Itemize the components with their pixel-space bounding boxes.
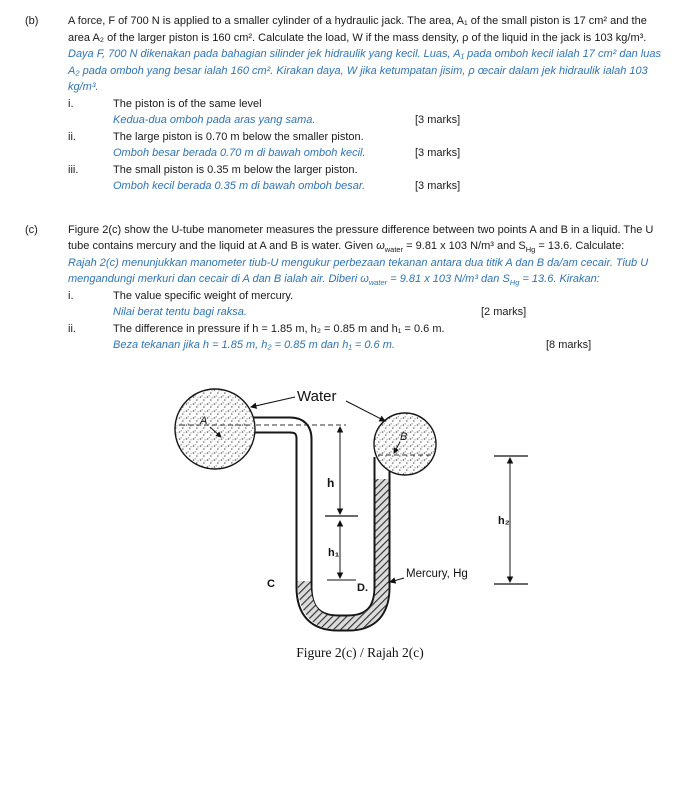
reservoir-a-circle [175,389,255,469]
point-d-label: D. [357,581,368,594]
marks-badge: [3 marks] [415,147,461,159]
water-arrow-left-icon [251,397,295,407]
omega-symbol: ω [360,273,369,285]
question-b-text-en: A force, F of 700 N is applied to a smaller cylinder of a hydraulic jack. The area, A₁ of the small piston is 17 cm² and the area A₂ of the larger piston is 160 cm². Calculate the load, W if the mass density, ρ of the liquid in the jack is 103 kg/m³. [68,15,647,44]
item-number: iii. [68,163,79,176]
question-b-item-ii [68,129,671,162]
item-text-ms: Kedua-dua omboh pada aras yang sama. [113,114,316,126]
dimension-h2 [494,456,528,584]
dimension-h1 [327,521,356,580]
manometer-diagram [150,381,570,643]
reservoir-a [175,389,255,469]
item-text-en: The piston is of the same level [113,97,262,110]
item-text-ms: Omboh kecil berada 0.35 m di bawah omboh besar. [113,180,366,192]
marks-badge: [3 marks] [415,114,461,126]
dim-h2-label: h₂ [498,514,510,527]
marks-badge: [3 marks] [415,180,461,192]
item-number: i. [68,289,74,302]
dimension-h [325,427,358,516]
figure-caption: Figure 2(c) / Rajah 2(c) [296,644,424,660]
question-c-text-en: Figure 2(c) show the U-tube manometer measures the pressure difference between two points A and B in a liquid. The U tube contains mercury and the liquid at A and B is water. Given $\omega_{water} = 9.81$ x 103 N/m³ and $S_{Hg} = 13.6$. Calculate: [68,223,654,255]
mercury-arrow-icon [390,578,404,582]
water-label-group [251,388,385,421]
point-b-label: B [400,430,408,443]
question-b-item-i [68,96,671,129]
item-text-en: The value specific weight of mercury. [113,289,294,302]
dim-h-label: h [327,475,335,490]
omega-symbol: ω [376,240,385,252]
item-number: ii. [68,130,76,143]
mercury-fill [304,479,382,623]
marks-badge: [2 marks] [481,306,527,318]
item-text-en: The small piston is 0.35 m below the larger piston. [113,163,358,176]
item-text-en: The large piston is 0.70 m below the smaller piston. [113,130,364,143]
item-number: ii. [68,322,76,335]
question-c-text-ms: Rajah 2(c) menunjukkan manometer tiub-U mengukur perbezaan tekanan antara dua titik A dan B da/am cecair. Tiub U mengandungi merkuri dan cecair di A dan B ialah air. Diberi $\omega_{water} = 9.81$ x 103 N/m³ dan $S_{Hg} = 13.6$. Kirakan: [68,256,649,288]
point-a-label: A [200,414,208,427]
reservoir-b [374,413,436,475]
question-c-item-i [68,288,671,321]
item-text-ms: Omboh besar berada 0.70 m di bawah omboh kecil. [113,147,366,159]
question-b [25,13,671,195]
question-b-item-iii [68,162,671,195]
question-c [25,222,671,354]
question-c-label: (c) [25,223,38,236]
dim-h1-label: h₁ [328,546,340,559]
item-text-en: The difference in pressure if h = 1.85 m, h₂ = 0.85 m and h₁ = 0.6 m. [113,322,445,335]
item-text-ms: Nilai berat tentu bagi raksa. [113,306,247,318]
item-text-ms: Beza tekanan jika h = 1.85 m, h₂ = 0.85 m dan h₁ = 0.6 m. [113,339,395,351]
question-b-text-ms: Daya F, 700 N dikenakan pada bahagian silinder jek hidraulik yang kecil. Luas, A₁ pada omboh kecil ialah 17 cm² dan luas A₂ pada omboh yang besar ialah 160 cm². Kirakan daya, W jika ketumpatan jisim, ρ œcair dalam jek hidraulik ialah 103 kg/m³. [68,48,661,93]
mercury-label: Mercury, Hg [406,567,468,580]
marks-badge: [8 marks] [546,339,592,351]
point-c-label: C [267,577,275,590]
question-b-label: (b) [25,15,39,27]
mercury-label-group [390,568,468,582]
question-c-item-ii [68,321,671,354]
item-number: i. [68,97,74,110]
water-arrow-right-icon [346,401,385,421]
reservoir-b-circle [374,413,436,475]
figure-2c [150,381,570,661]
water-label: Water [297,387,337,405]
